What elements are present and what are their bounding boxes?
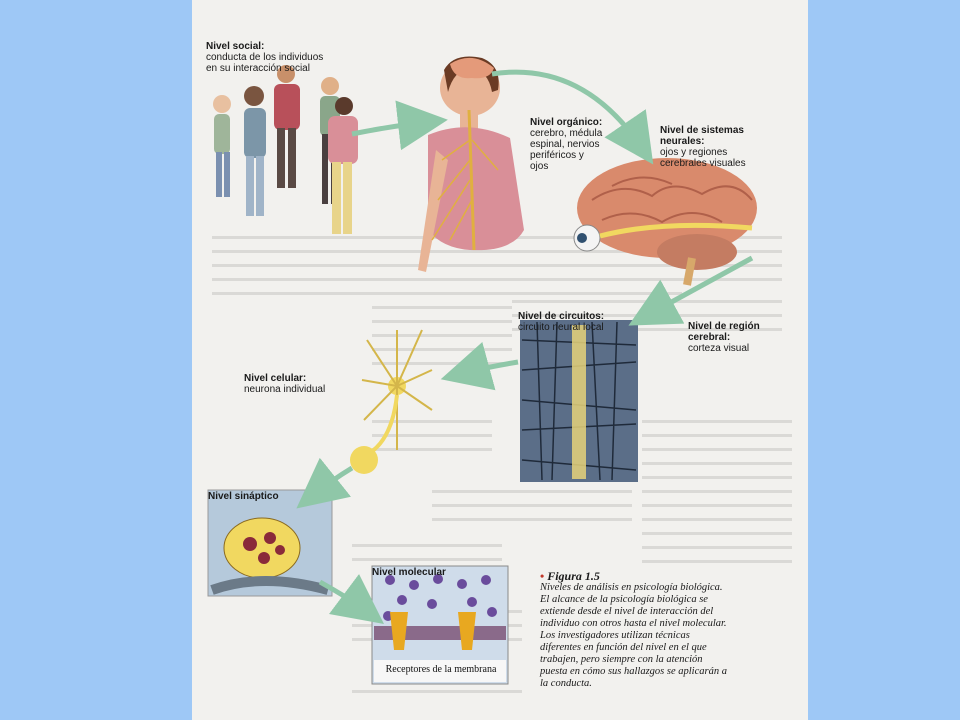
label-cellular: Nivel celular: neurona individual [244,373,326,395]
label-molecular: Nivel molecular [372,567,446,578]
label-circuits: Nivel de circuitos: circuito neural local [518,311,605,333]
label-social: Nivel social: conducta de los individuos en su interacción social [206,41,324,74]
neuron-figure [350,330,432,474]
label-brain-region: Nivel de región cerebral: corteza visual [688,321,760,354]
figure-caption [540,570,730,690]
label-neural-systems: Nivel de sistemas neurales: ojos y regiones cerebrales visuales [660,125,746,169]
label-synaptic: Nivel sináptico [208,491,279,502]
circuit-panel [520,320,638,482]
organic-figure [418,57,524,273]
figure-caption-text: Niveles de análisis en psicología biológica. El alcance de la psicología biológica se extiende desde el nivel de interacción del individuo con otros hasta el nivel molecular. Los investigadores utilizan técnicas diferentes en función del nivel en el que trabajen, pero siempre con la atención puesta en cómo sus hallazgos se aplicarán a la conducta. [540,582,727,689]
figure-title: • Figura 1.5 [540,570,730,582]
membrane-receptors-caption: Receptores de la membrana [385,664,497,675]
book-page [192,0,808,720]
social-group-figure [213,65,358,234]
label-organic: Nivel orgánico: cerebro, médula espinal, nervios periféricos y ojos [530,117,603,172]
brain-figure [574,158,757,285]
